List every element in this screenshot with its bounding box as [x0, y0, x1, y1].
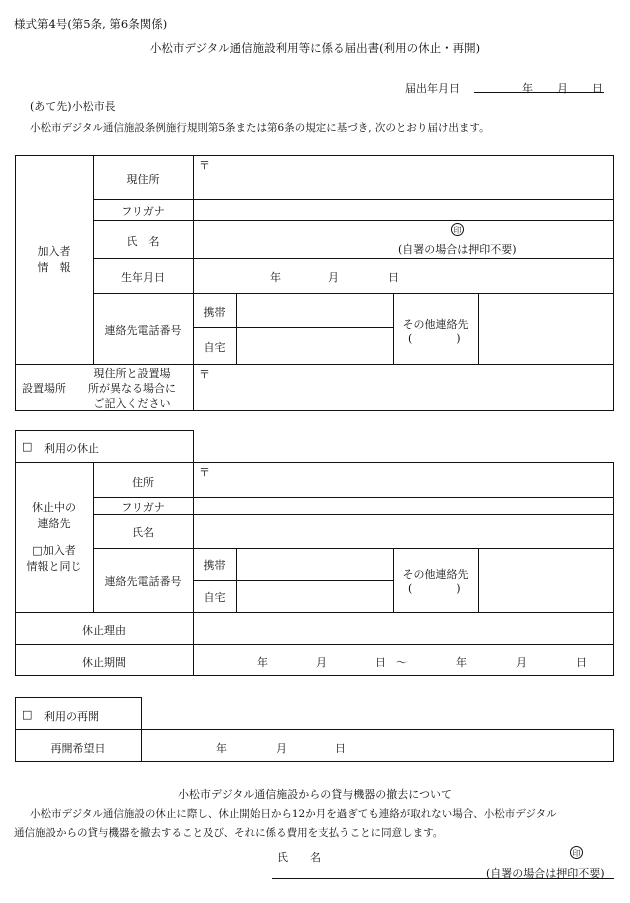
suspend-other-contact-paren: ( )	[408, 582, 461, 595]
consent-signature-line	[272, 878, 614, 879]
subscriber-group-line1: 加入者	[37, 245, 71, 258]
resume-date-label: 再開希望日	[50, 742, 106, 755]
consent-name-label: 氏 名	[277, 851, 321, 864]
period-end-month: 月	[516, 656, 527, 669]
install-note-line3: ご記入ください	[93, 397, 171, 410]
furigana-label: フリガナ	[121, 205, 165, 218]
period-tilde: ～	[396, 656, 407, 669]
suspend-home-label: 自宅	[203, 591, 226, 604]
name-label: 氏 名	[126, 235, 160, 248]
other-contact-field[interactable]	[481, 296, 611, 361]
address-label: 現住所	[126, 173, 160, 186]
install-location-label: 設置場所	[22, 382, 66, 395]
period-end-day: 日	[576, 656, 587, 669]
suspend-address-label: 住所	[132, 476, 154, 489]
resume-day: 日	[335, 742, 346, 755]
resume-month: 月	[276, 742, 287, 755]
birthdate-label: 生年月日	[121, 271, 165, 284]
form-title: 小松市デジタル通信施設利用等に係る届出書(利用の休止・再開)	[149, 41, 481, 55]
birth-year: 年	[270, 271, 281, 284]
install-note-line2: 所が異なる場合に	[88, 382, 176, 395]
install-location-note	[72, 366, 192, 411]
suspend-contact-group	[15, 500, 93, 532]
form-number: 様式第4号(第5条, 第6条関係)	[14, 17, 168, 31]
subscriber-group-line2: 情 報	[37, 261, 71, 274]
suspend-group-line2: 連絡先	[37, 517, 71, 530]
home-field[interactable]	[239, 330, 390, 361]
suspend-group-line1: 休止中の	[32, 501, 76, 514]
submission-date-underline	[474, 92, 604, 93]
suspend-other-contact-label: その他連絡先	[402, 568, 469, 581]
resume-title: 利用の再開	[44, 710, 99, 723]
period-end-year: 年	[456, 656, 467, 669]
suspend-home-field[interactable]	[239, 583, 390, 610]
suspend-title: 利用の休止	[44, 442, 99, 455]
birth-day: 日	[388, 271, 399, 284]
suspend-mobile-label: 携帯	[203, 559, 226, 572]
consent-line2: 通信施設からの貸与機器を撤去すること及び、それに係る費用を支払うことに同意します。	[14, 827, 444, 839]
consent-seal-mark: 印	[570, 846, 583, 859]
suspend-checkbox[interactable]: □	[22, 440, 33, 453]
suspend-name-label: 氏名	[132, 526, 154, 539]
suspend-postal-mark: 〒	[199, 466, 210, 479]
submission-date-month: 月	[557, 82, 568, 95]
install-postal-mark: 〒	[199, 368, 210, 381]
install-address-field[interactable]	[196, 380, 610, 408]
mobile-field[interactable]	[239, 296, 390, 325]
addressee: (あて先)小松市長	[30, 100, 116, 113]
period-start-month: 月	[316, 656, 327, 669]
same-as-subscriber-text: 情報と同じ	[26, 560, 82, 573]
period-start-year: 年	[257, 656, 268, 669]
suspend-name-field[interactable]	[196, 517, 610, 546]
suspend-reason-label: 休止理由	[82, 624, 126, 637]
suspend-furigana-label: フリガナ	[121, 501, 165, 514]
install-note-line1: 現住所と設置場	[93, 367, 171, 380]
submission-date-day: 日	[592, 82, 603, 95]
furigana-field[interactable]	[196, 201, 610, 218]
other-contact-label: その他連絡先	[402, 318, 469, 331]
consent-seal-note: (自署の場合は押印不要)	[486, 867, 605, 880]
suspend-address-field[interactable]	[196, 476, 610, 495]
home-label: 自宅	[203, 341, 226, 354]
suspend-phone-label: 連絡先電話番号	[104, 575, 182, 588]
resume-checkbox[interactable]: □	[22, 708, 33, 721]
consent-name-field[interactable]	[335, 845, 555, 863]
other-contact-paren: ( )	[408, 332, 461, 345]
birth-month: 月	[328, 271, 339, 284]
seal-note: (自署の場合は押印不要)	[398, 243, 517, 256]
intro-text: 小松市デジタル通信施設条例施行規則第5条または第6条の規定に基づき, 次のとおり届け出ます。	[30, 122, 490, 134]
suspend-period-label: 休止期間	[82, 656, 126, 669]
submission-date-year: 年	[522, 82, 533, 95]
submission-date-label: 届出年月日	[405, 82, 460, 95]
phone-label: 連絡先電話番号	[104, 324, 182, 337]
suspend-other-contact-field[interactable]	[481, 551, 611, 610]
resume-year: 年	[216, 742, 227, 755]
suspend-furigana-field[interactable]	[196, 499, 610, 512]
mobile-label: 携帯	[203, 306, 226, 319]
consent-title: 小松市デジタル通信施設からの貸与機器の撤去について	[177, 788, 453, 801]
subscriber-group-label	[15, 244, 93, 276]
address-field[interactable]	[196, 172, 610, 196]
suspend-mobile-field[interactable]	[239, 551, 390, 578]
suspend-reason-field[interactable]	[196, 615, 610, 642]
seal-mark: 印	[451, 223, 464, 236]
address-postal-mark: 〒	[199, 159, 210, 172]
same-as-subscriber-checkbox[interactable]: □加入者	[32, 544, 76, 557]
period-start-day: 日	[375, 656, 386, 669]
consent-line1: 小松市デジタル通信施設の休止に際し、休止開始日から12か月を過ぎても連絡が取れない場合、小松市デジタル	[30, 808, 557, 820]
